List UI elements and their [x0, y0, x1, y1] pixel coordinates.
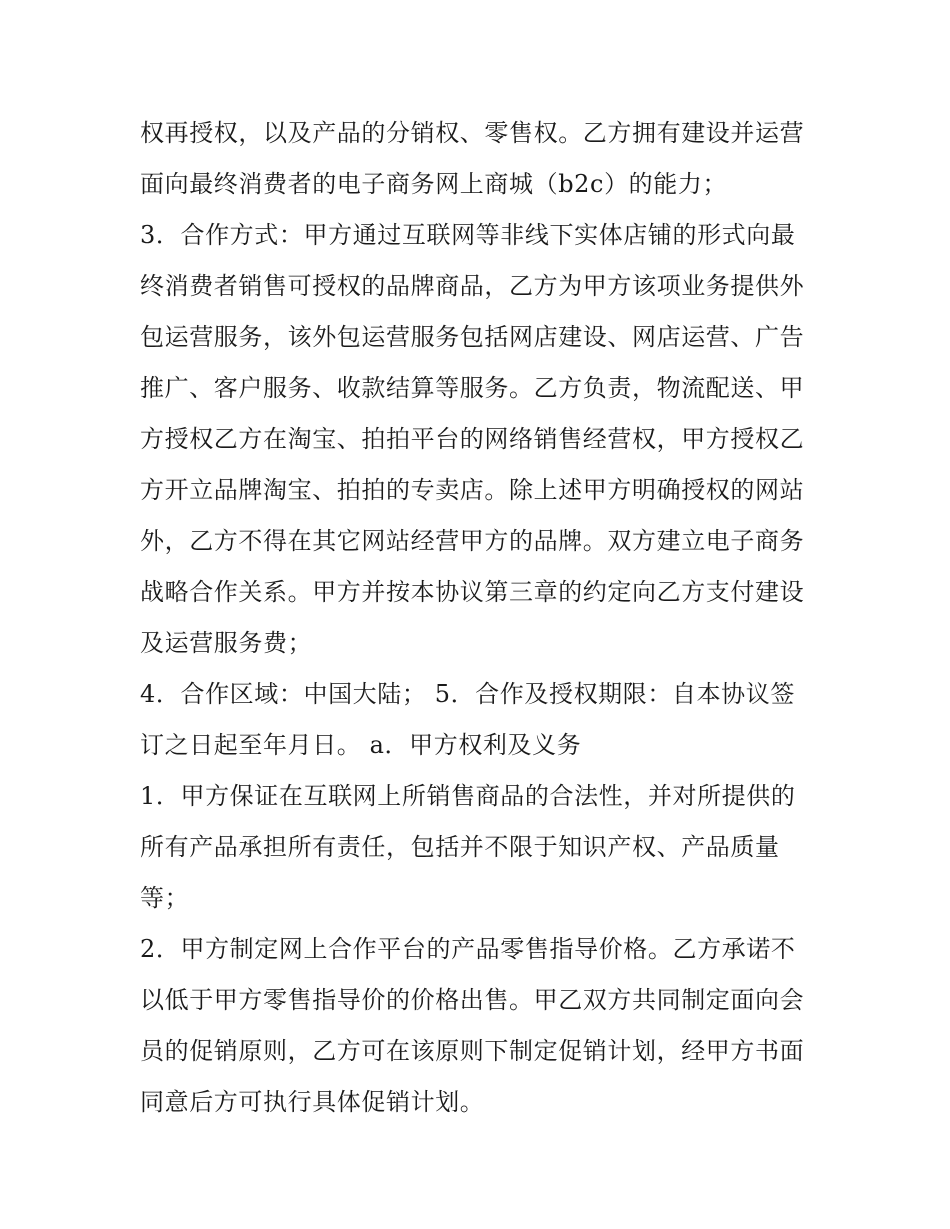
document-body [140, 108, 830, 1128]
text-line: 员的促销原则，乙方可在该原则下制定促销计划，经甲方书面 [140, 1037, 805, 1065]
text-line: 订之日起至年月日。 a．甲方权利及义务 [140, 731, 582, 759]
text-line: 2．甲方制定网上合作平台的产品零售指导价格。乙方承诺不 [140, 935, 796, 963]
text-line: 包运营服务，该外包运营服务包括网店建设、网店运营、广告 [140, 323, 805, 351]
text-line: 所有产品承担所有责任，包括并不限于知识产权、产品质量 [140, 833, 780, 861]
text-line: 4．合作区域：中国大陆； 5．合作及授权期限：自本协议签 [140, 680, 795, 708]
text-line: 战略合作关系。甲方并按本协议第三章的约定向乙方支付建设 [140, 578, 805, 606]
text-line: 1．甲方保证在互联网上所销售商品的合法性，并对所提供的 [140, 782, 796, 810]
text-line: 同意后方可执行具体促销计划。 [140, 1088, 485, 1116]
text-line: 以低于甲方零售指导价的价格出售。甲乙双方共同制定面向会 [140, 986, 805, 1014]
text-line: 3．合作方式：甲方通过互联网等非线下实体店铺的形式向最 [140, 221, 796, 249]
text-line: 及运营服务费； [140, 629, 313, 657]
text-line: 等； [140, 884, 190, 912]
text-line: 方开立品牌淘宝、拍拍的专卖店。除上述甲方明确授权的网站 [140, 476, 805, 504]
text-line: 推广、客户服务、收款结算等服务。乙方负责，物流配送、甲 [140, 374, 805, 402]
text-line: 方授权乙方在淘宝、拍拍平台的网络销售经营权，甲方授权乙 [140, 425, 805, 453]
text-line: 权再授权，以及产品的分销权、零售权。乙方拥有建设并运营 [140, 119, 805, 147]
text-line: 面向最终消费者的电子商务网上商城（b2c）的能力； [140, 170, 728, 198]
text-line: 外，乙方不得在其它网站经营甲方的品牌。双方建立电子商务 [140, 527, 805, 555]
text-line: 终消费者销售可授权的品牌商品，乙方为甲方该项业务提供外 [140, 272, 805, 300]
